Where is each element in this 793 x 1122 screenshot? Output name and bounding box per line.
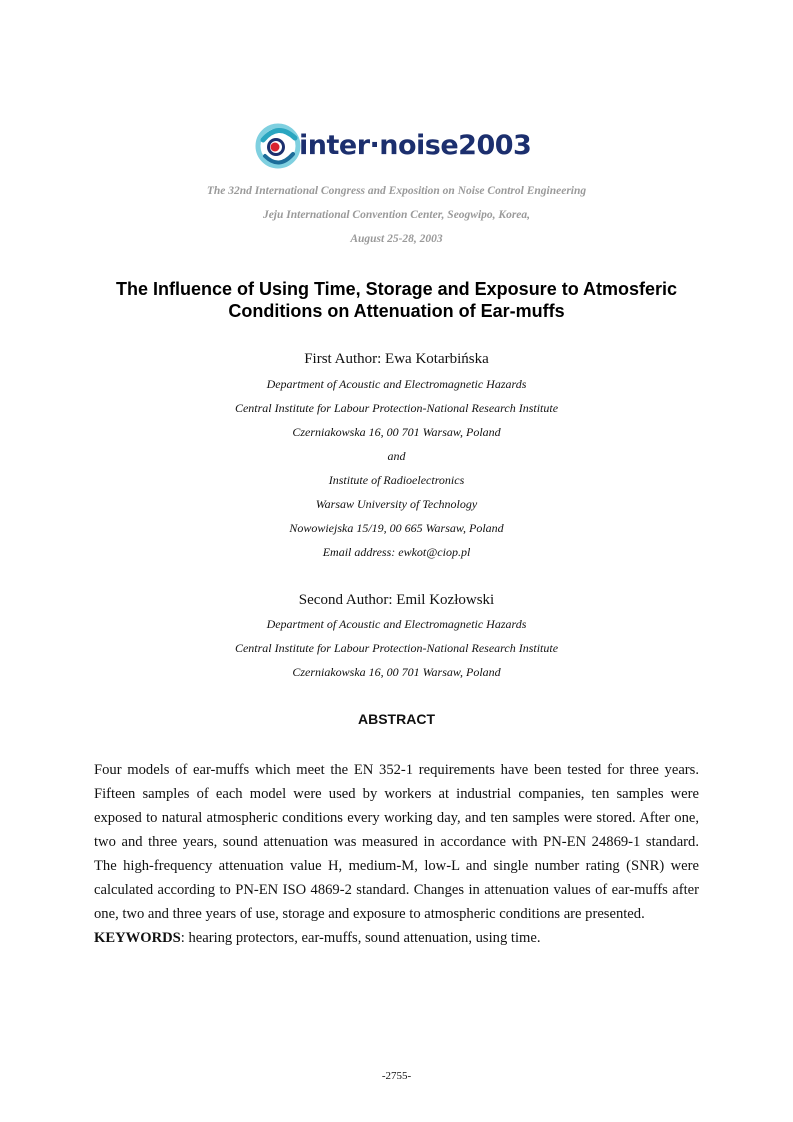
first-author-affiliation-line: Nowowiejska 15/19, 00 665 Warsaw, Poland — [289, 521, 504, 535]
second-author-name: Second Author: Emil Kozłowski — [298, 592, 495, 608]
second-author-affiliation-line: Department of Acoustic and Electromagnetic Hazards — [266, 617, 527, 631]
paper-title — [60, 278, 733, 322]
keywords-text: : hearing protectors, ear-muffs, sound attenuation, using time. — [180, 930, 541, 946]
first-author-affiliation-line: and — [387, 449, 406, 463]
first-author-affiliation-line: Department of Acoustic and Electromagnetic Hazards — [266, 377, 527, 391]
second-author-affiliation-line: Central Institute for Labour Protection-National Research Institute — [234, 641, 559, 655]
first-author-affiliation-line: Central Institute for Labour Protection-National Research Institute — [234, 401, 559, 415]
page-number: -2755- — [381, 1070, 412, 1082]
swirl-logo-icon — [255, 120, 301, 172]
title-line-2: Conditions on Attenuation of Ear-muffs — [228, 301, 565, 321]
first-author-email: Email address: ewkot@ciop.pl — [322, 545, 471, 559]
conference-name: The 32nd International Congress and Exposition on Noise Control Engineering — [206, 185, 587, 197]
first-author-affiliation-line: Institute of Radioelectronics — [328, 473, 465, 487]
first-author-affiliation-line: Warsaw University of Technology — [315, 497, 478, 511]
abstract-body — [94, 758, 699, 950]
second-author-affiliation-line: Czerniakowska 16, 00 701 Warsaw, Poland — [292, 665, 501, 679]
abstract-text: Four models of ear-muffs which meet the EN 352-1 requirements have been tested for three years. Fifteen samples of each model were used by workers at industrial companies, ten samples were exposed to natural atmospheric conditions every working day, and ten samples were stored. After one, two and three years, sound attenuation was measured in accordance with PN-EN 24869-1 standard. The high-frequency attenuation value H, medium-M, low-L and single number rating (SNR) were calculated according to PN-EN ISO 4869-2 standard. Changes in attenuation values of ear-muffs after one, two and three years of use, storage and exposure to atmospheric conditions are presented. — [94, 762, 699, 922]
abstract-heading: ABSTRACT — [358, 711, 435, 727]
keywords-label: KEYWORDS — [94, 930, 181, 946]
conference-date: August 25-28, 2003 — [350, 233, 443, 245]
first-author-affiliation-line: Czerniakowska 16, 00 701 Warsaw, Poland — [292, 425, 501, 439]
conference-logo — [255, 120, 545, 172]
keywords — [94, 926, 699, 950]
conference-venue: Jeju International Convention Center, Seogwipo, Korea, — [262, 209, 531, 221]
first-author-name: First Author: Ewa Kotarbińska — [304, 351, 489, 367]
logo-wordmark: inter·noise2003 — [299, 130, 532, 161]
title-line-1: The Influence of Using Time, Storage and Exposure to Atmosferic — [115, 279, 678, 299]
